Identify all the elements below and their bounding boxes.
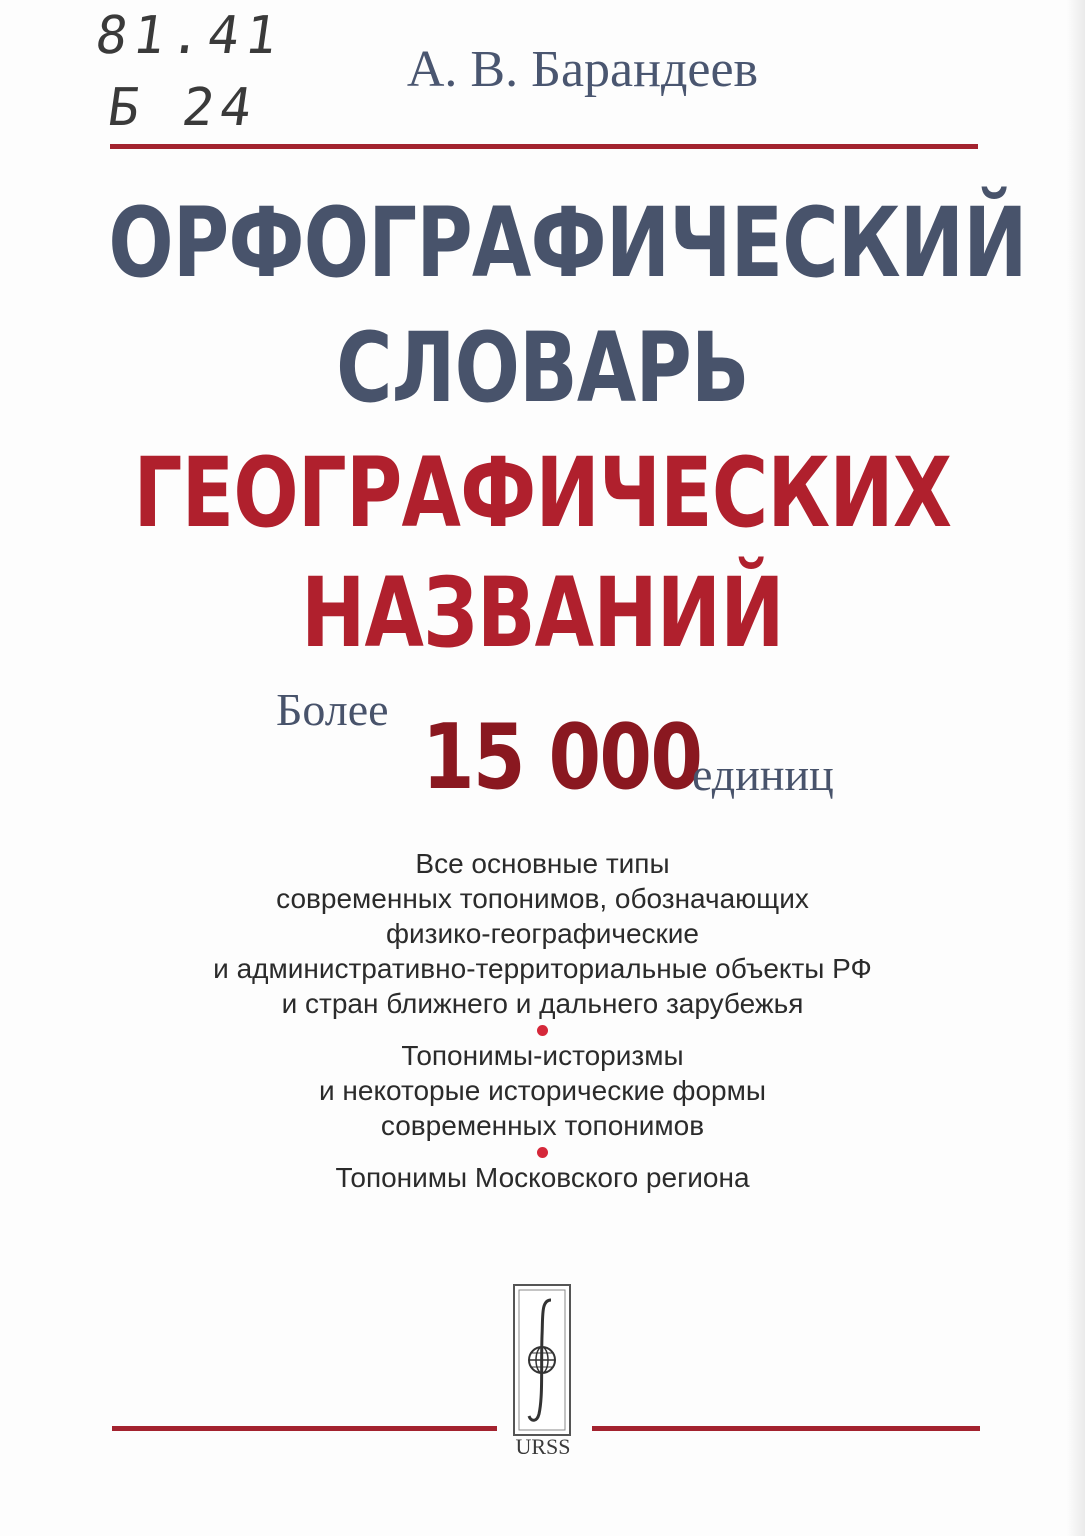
feature-line: современных топонимов, обозначающих (276, 883, 809, 914)
feature-2 (0, 1038, 1085, 1143)
bottom-divider-left (112, 1426, 497, 1431)
title-line-2: СЛОВАРЬ (336, 312, 749, 424)
integral-globe-icon (515, 1286, 569, 1434)
library-code-handwritten: 81.41 (91, 6, 287, 66)
feature-line: и некоторые исторические формы (318, 1075, 766, 1106)
title-line-4: НАЗВАНИЙ (301, 557, 784, 669)
feature-line: Все основные типы (415, 848, 670, 879)
feature-line: современных топонимов (380, 1110, 705, 1141)
count-suffix: единиц (692, 749, 834, 800)
features-list (0, 846, 1085, 1195)
feature-line: Топонимы-историзмы (401, 1040, 684, 1071)
feature-1 (0, 846, 1085, 1021)
logo-frame (513, 1284, 571, 1436)
feature-3 (0, 1160, 1085, 1195)
author-mark-handwritten: Б 24 (103, 78, 262, 138)
page-edge-shadow (1067, 0, 1085, 1536)
feature-line: Топонимы Московского региона (335, 1162, 750, 1193)
title-line-1: ОРФОГРАФИЧЕСКИЙ (108, 187, 1027, 299)
feature-line: и административно-территориальные объекты РФ (213, 953, 872, 984)
bullet-separator (537, 1147, 548, 1158)
title-line-3: ГЕОГРАФИЧЕСКИХ (133, 437, 952, 549)
feature-line: и стран ближнего и дальнего зарубежья (281, 988, 804, 1019)
bullet-separator (537, 1025, 548, 1036)
author-name: А. В. Барандеев (406, 41, 759, 98)
top-divider (110, 144, 978, 149)
count-prefix: Более (276, 684, 389, 735)
entry-count: 15 000 (422, 705, 702, 810)
feature-line: физико-географические (385, 918, 700, 949)
bottom-divider-right (592, 1426, 980, 1431)
publisher-name: URSS (515, 1434, 571, 1459)
